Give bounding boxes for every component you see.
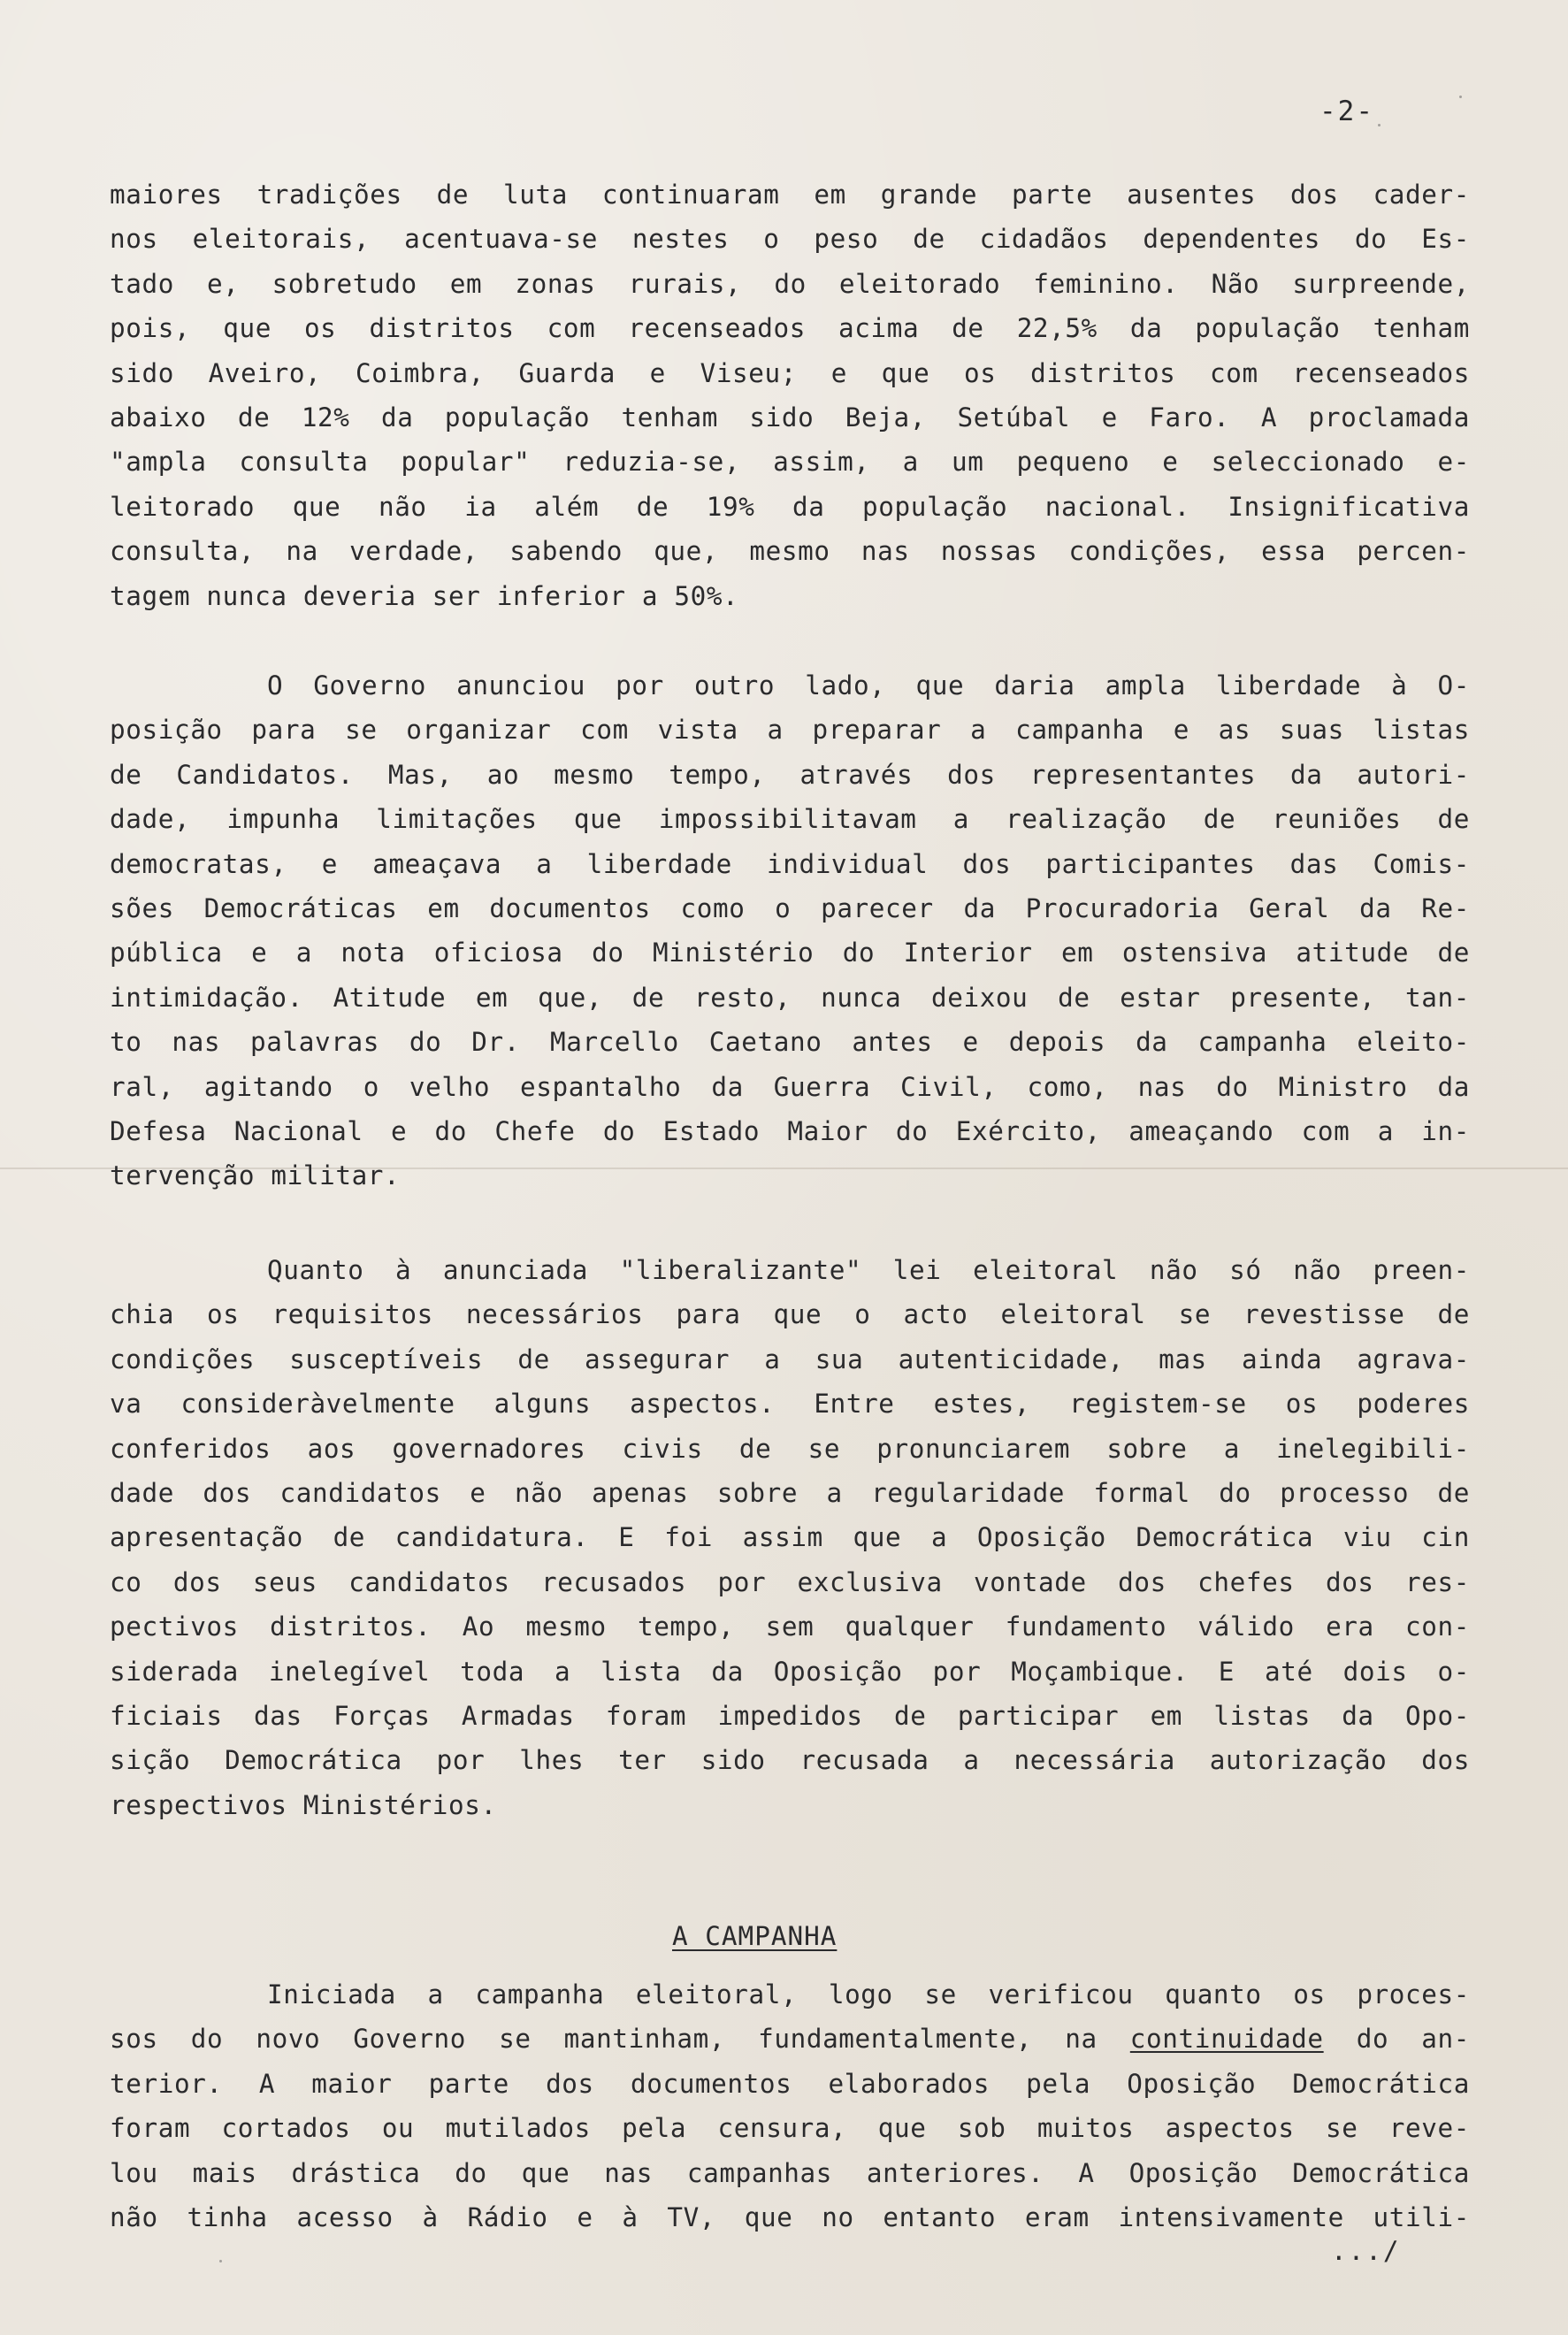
text-line: Quanto à anunciada "liberalizante" lei eleitoral não só não preen- bbox=[267, 1255, 1470, 1285]
text-line: dade, impunha limitações que impossibilitavam a realização de reuniões de bbox=[110, 804, 1470, 835]
text-line: O Governo anunciou por outro lado, que daria ampla liberdade à O- bbox=[267, 670, 1470, 700]
page-number: -2- bbox=[1319, 96, 1374, 127]
text-line: terior. A maior parte dos documentos elaborados pela Oposição Democrática bbox=[110, 2068, 1470, 2099]
paragraph-campaign bbox=[110, 1972, 1470, 2239]
text-line: chia os requisitos necessários para que o acto eleitoral se revestisse de bbox=[110, 1299, 1470, 1330]
text-line: apresentação de candidatura. E foi assim que a Oposição Democrática viu cin bbox=[110, 1522, 1470, 1553]
text-line: conferidos aos governadores civis de se pronunciarem sobre a inelegibili- bbox=[110, 1433, 1470, 1464]
text-line: tado e, sobretudo em zonas rurais, do eleitorado feminino. Não surpreende, bbox=[110, 268, 1470, 299]
text-line: intimidação. Atitude em que, de resto, nunca deixou de estar presente, tan- bbox=[110, 982, 1470, 1013]
text-line: dade dos candidatos e não apenas sobre a regularidade formal do processo de bbox=[110, 1477, 1470, 1508]
paper-speck bbox=[219, 2260, 222, 2262]
text-line: co dos seus candidatos recusados por exclusiva vontade dos chefes dos res- bbox=[110, 1566, 1470, 1597]
text-line: maiores tradições de luta continuaram em grande parte ausentes dos cader- bbox=[110, 180, 1470, 210]
text-line: tervenção militar. bbox=[110, 1160, 401, 1191]
text-line: va consideràvelmente alguns aspectos. Entre estes, registem-se os poderes bbox=[110, 1389, 1470, 1420]
text-line: sões Democráticas em documentos como o parecer da Procuradoria Geral da Re- bbox=[110, 892, 1470, 923]
text-line: sição Democrática por lhes ter sido recusada a necessária autorização dos bbox=[110, 1745, 1470, 1776]
section-heading: A CAMPANHA bbox=[672, 1921, 838, 1951]
text-line: to nas palavras do Dr. Marcello Caetano antes e depois da campanha eleito- bbox=[110, 1027, 1470, 1058]
text-line: condições susceptíveis de assegurar a sua autenticidade, mas ainda agrava- bbox=[110, 1344, 1470, 1374]
paragraph-electoral-rolls bbox=[110, 172, 1470, 618]
text-line: pública e a nota oficiosa do Ministério do Interior em ostensiva atitude de bbox=[110, 938, 1470, 968]
text-line: siderada inelegível toda a lista da Oposição por Moçambique. E até dois o- bbox=[110, 1656, 1470, 1687]
text-line: posição para se organizar com vista a preparar a campanha e as suas listas bbox=[110, 715, 1470, 746]
text-line: de Candidatos. Mas, ao mesmo tempo, através dos representantes da autori- bbox=[110, 759, 1470, 790]
text-line: lou mais drástica do que nas campanhas anteriores. A Oposição Democrática bbox=[110, 2157, 1470, 2188]
text-fragment: do an- bbox=[1323, 2024, 1470, 2055]
text-line: ral, agitando o velho espantalho da Guerra Civil, como, nas do Ministro da bbox=[110, 1071, 1470, 1102]
text-line: nos eleitorais, acentuava-se nestes o peso de cidadãos dependentes do Es- bbox=[110, 224, 1470, 255]
paragraph-opposition-freedom bbox=[110, 663, 1470, 1198]
text-line: leitorado que não ia além de 19% da população nacional. Insignificativa bbox=[110, 491, 1470, 522]
text-line: tagem nunca deveria ser inferior a 50%. bbox=[110, 580, 739, 611]
text-line: foram cortados ou mutilados pela censura, que sob muitos aspectos se reve- bbox=[110, 2113, 1470, 2144]
continuation-mark: .../ bbox=[1331, 2236, 1401, 2266]
paper-speck bbox=[1459, 96, 1462, 98]
text-line: não tinha acesso à Rádio e à TV, que no entanto eram intensivamente utili- bbox=[110, 2201, 1470, 2232]
text-line: ficiais das Forças Armadas foram impedidos de participar em listas da Opo- bbox=[110, 1700, 1470, 1731]
text-fragment: sos do novo Governo se mantinham, fundamentalmente, na bbox=[110, 2024, 1130, 2055]
text-line-mixed bbox=[110, 2017, 1470, 2061]
text-line: abaixo de 12% da população tenham sido Beja, Setúbal e Faro. A proclamada bbox=[110, 402, 1470, 433]
paragraph-electoral-law bbox=[110, 1248, 1470, 1827]
text-line: respectivos Ministérios. bbox=[110, 1789, 497, 1820]
paper-speck bbox=[1378, 124, 1381, 126]
text-line: pectivos distritos. Ao mesmo tempo, sem qualquer fundamento válido era con- bbox=[110, 1612, 1470, 1642]
text-line: consulta, na verdade, sabendo que, mesmo nas nossas condições, essa percen- bbox=[110, 536, 1470, 567]
text-line: "ampla consulta popular" reduzia-se, assim, a um pequeno e seleccionado e- bbox=[110, 447, 1470, 478]
text-line: Iniciada a campanha eleitoral, logo se verificou quanto os proces- bbox=[267, 1979, 1470, 2010]
text-line: pois, que os distritos com recenseados acima de 22,5% da população tenham bbox=[110, 313, 1470, 344]
text-line: democratas, e ameaçava a liberdade individual dos participantes das Comis- bbox=[110, 848, 1470, 879]
text-line: Defesa Nacional e do Chefe do Estado Maior do Exército, ameaçando com a in- bbox=[110, 1115, 1470, 1146]
text-line: sido Aveiro, Coimbra, Guarda e Viseu; e que os distritos com recenseados bbox=[110, 357, 1470, 388]
emphasis-continuidade: continuidade bbox=[1129, 2024, 1324, 2055]
